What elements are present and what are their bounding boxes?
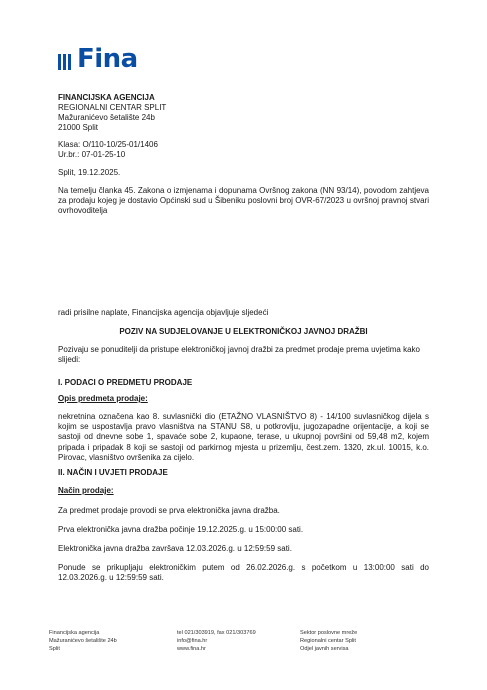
sender-unit: REGIONALNI CENTAR SPLIT [58, 103, 167, 112]
section-2-para-4: Ponude se prikupljaju elektroničkim putem od 26.02.2026.g. s početkom u 13:00:00 sati do 12.03.2026.g. u 12:59:59 sati. [58, 563, 429, 583]
invite-paragraph: Pozivaju se ponuditelji da pristupe elektroničkoj javnoj dražbi za predmet prodaje prema uvjetima kako slijedi: [58, 345, 420, 365]
logo-bars-icon [58, 52, 71, 70]
sender-name: FINANCIJSKA AGENCIJA [58, 93, 155, 102]
footer-line: www.fina.hr [177, 645, 206, 652]
footer-col-address [49, 630, 117, 653]
section-1-title: I. PODACI O PREDMETU PRODAJE [58, 378, 193, 387]
footer-line: Regionalni centar Split [300, 637, 356, 644]
section-2-title: II. NAČIN I UVJETI PRODAJE [58, 468, 168, 477]
footer-line: Odjel javnih servisa [300, 645, 349, 652]
sender-city: 21000 Split [58, 123, 99, 132]
fina-logo [58, 46, 138, 72]
footer-line: info@fina.hr [177, 637, 208, 644]
footer-line: tel 021/303919, fax 021/303769 [177, 630, 256, 636]
section-1-subtitle: Opis predmeta prodaje: [58, 394, 148, 403]
section-2-subtitle: Način prodaje: [58, 486, 114, 495]
klasa: Klasa: O/110-10/25-01/1406 [58, 140, 158, 149]
intro-paragraph: Na temelju članka 45. Zakona o izmjenama i dopunama Ovršnog zakona (NN 93/14), povodom zahtjeva za prodaju kojeg je dostavio Općinski sud u Šibeniku poslovni broj OVR-67/2023 u ovršnoj pravnoj stvari ovrhovoditelja [58, 186, 429, 216]
date-line: Split, 19.12.2025. [58, 168, 121, 177]
sender-street: Mažuranićevo šetalište 24b [58, 113, 155, 122]
urbroj: Ur.br.: 07-01-25-10 [58, 150, 126, 159]
section-2-para-1: Za predmet prodaje provodi se prva elektronička javna dražba. [58, 506, 280, 515]
footer-line: Financijska agencija [49, 630, 100, 636]
footer-line: Mažuranićevo šetalište 24b [49, 637, 117, 644]
section-2-para-2: Prva elektronička javna dražba počinje 19.12.2025.g. u 15:00:00 sati. [58, 525, 304, 534]
footer-col-department [300, 630, 357, 653]
section-2-para-3: Elektronička javna dražba završava 12.03.2026.g. u 12:59:59 sati. [58, 544, 292, 553]
footer-line: Split [49, 645, 60, 652]
document-heading: POZIV NA SUDJELOVANJE U ELEKTRONIČKOJ JAVNOJ DRAŽBI [119, 327, 368, 336]
footer-line: Sektor poslovne mreže [300, 630, 358, 636]
logo-wordmark: Fina [77, 44, 138, 74]
footer-col-contact [177, 630, 256, 653]
purpose-line: radi prisilne naplate, Financijska agencija objavljuje sljedeći [58, 308, 269, 317]
section-1-body: nekretnina označena kao 8. suvlasnički dio (ETAŽNO VLASNIŠTVO 8) - 14/100 suvlasničkog dijela s kojim se uspostavlja pravo vlasništva na STANU S8, u potkrovlju, jugozapadne orijentacije, a koji se sastoji od dnevne sobe 1, spavaće sobe 2, kupaone, terase, u ukupnoj površini od 59,48 m2, kojem pripada i pripadak 8 koji se sastoji od parkirnog mjesta u prizemlju, čest.zem. 1320, zk.ul. 10015, k.o. Pirovac, vlasništvo ovršenika za cijelo. [58, 412, 429, 462]
